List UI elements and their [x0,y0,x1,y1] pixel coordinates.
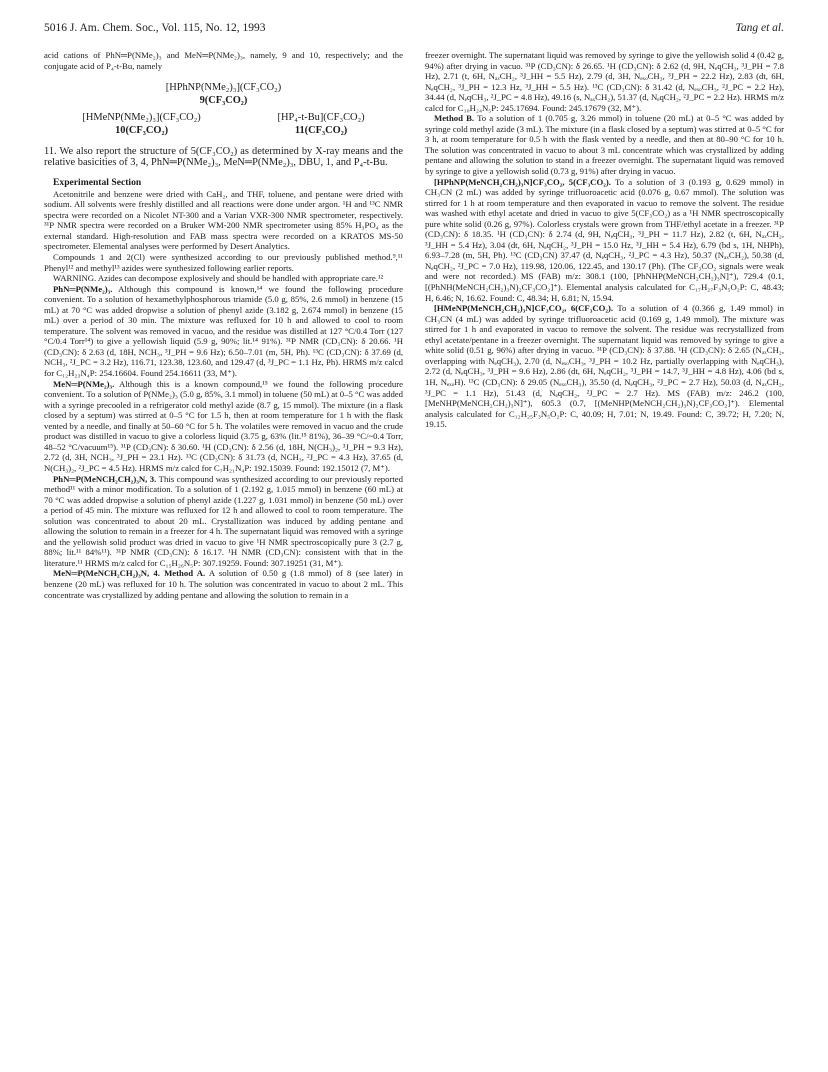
compound-4-title: MeN═P(MeNCH₂CH₂)₃N, 4. Method A. [53,568,206,579]
formula-11 [278,111,365,137]
formula-9-structure: [HPhNP(NMe₂)₃](CF₃CO₂) [165,82,282,94]
paragraph-continued: freezer overnight. The supernatant liquid was removed by syringe to give the yellowish solid 4 (0.42 g, 94%) after drying in vacuo. ³¹P (CD₃CN): δ 26.65. ¹H (CD₃CN): δ 2.62 (d, 9H, NₑqCH₃, ³J_PH = 7.8 Hz), 2.71 (t, 6H, NₐₓCH₂, ³J_HH = 5.5 Hz), 2.79 (d, 3H, NₑₓₒCH₃, ³J_PH = 22.2 Hz), 2.83 (dt, 6H, NₑqCH₂, ³J_PH = 12.3 Hz, ³J_HH = 5.5 Hz). ¹³C (CD₃CN): δ 31.42 (d, NₑₓₒCH₃, ²J_PC = 2.2 Hz), 34.44 (d, NₑqCH₃, ²J_PC = 4.8 Hz), 49.16 (s, NₐₓCH₂), 51.37 (d, NₑqCH₂, ²J_PC = 2.2 Hz). HRMS m/z calcd for C₁₀H₂₄N₅P: 245.17694. Found: 245.17679 (32, M⁺). [425,50,784,113]
running-head-authors: Tang et al. [735,22,784,34]
section-title: Experimental Section [53,177,142,189]
paragraph-general: Acetonitrile and benzene were dried with CaH₂, and THF, toluene, and pentane were dried with sodium. All solvents were freshly distilled and all reactions were done under argon. ¹H and ¹³C NMR spectra were recorded on a Nicolet NT-300 and a Varian VXR-300 NMR spectrometer, respectively. ³¹P NMR spectra were recorded on a Bruker WM-200 NMR spectrometer using 85% H₃PO₄ as the external standard. High-resolution and FAB mass spectra were recorded on a KRATOS MS-50 spectrometer. Elemental analyses were performed by Desert Analytics. [44,188,403,252]
paragraph-compounds: Compounds 1 and 2(Cl) were synthesized according to our previously published method.⁹,¹¹ Phenyl¹² and methyl¹³ azides were synthesized following earlier reports. [44,252,403,273]
compound-4-body: A solution of 0.50 g (1.8 mmol) of 8 (see later) in benzene (20 mL) was refluxed for 10 h. The solution was concentrated in vacuo to about 2 mL. This concentrate was crystallized by adding pentane and allowing the solution to remain in a [44,568,403,600]
compound-6-body: To a solution of 4 (0.366 g, 1.49 mmol) in CH₃CN (4 mL) was added by syringe trifluoroacetic acid (0.169 g, 1.49 mmol). The mixture was stirred for 1 h and evaporated in vacuo to remove the solvent. The residue was recrystallized from ethyl acetate/pentane in a freezer overnight. The supernatant liquid was removed by syringe to give a white solid (0.51 g, 96%) after drying in vacuo. ³¹P (CD₃CN): δ 37.88. ¹H (CD₃CN): δ 2.65 (NₐₓCH₂, overlapping with NₑqCH₃), 2.70 (d, NₑₓₒCH₃, ³J_PH = 10.2 Hz, partially overlapping with NₑqCH₃), 2.72 (d, NₑqCH₃, ³J_PH = 9.6 Hz), 2.86 (dt, 6H, NₑqCH₂, ³J_PH = 14.7, ³J_HH = 4.8 Hz), 4.06 (bd s, 1H, NₑₓₒH). ¹³C (CD₃CN): δ 29.05 (NₑₓₒCH₃), 35.50 (d, NₑqCH₃, ²J_PC = 2.7 Hz), 50.03 (d, NₐₓCH₂, ³J_PC = 1.1 Hz), 51.43 (d, NₑqCH₂, ²J_PC = 2.7 Hz). MS (FAB) m/z: 246.2 (100, [MeNHP(MeNCH₂CH₂)₃N]⁺), 605.3 (0.7, [(MeNHP(MeNCH₂CH₂)₃N)₂CF₃CO₂]⁺). Elemental analysis calculated for C₁₂H₂₅F₃N₅O₂P: C, 40.09; H, 7.01; N, 19.49. Found: C, 39.72; H, 7.20; N, 19.15. [425,303,785,430]
paragraph-method-b [425,113,784,176]
phn-body: Although this compound is known,¹⁴ we found the following procedure convenient. To a solution of hexamethylphosphorous triamide (5.0 g, 85%, 2.6 mmol) in benzene (15 mL) at 70 °C was added dropwise a solution of phenyl azide (3.182 g, 2.674 mmol) in benzene (15 mL) over a period of 30 min. The mixture was refluxed for 10 h and allowed to cool to room temperature. The solvent was removed in vacuo, and the residue was distilled at 127 °C/0.4 Torr (127 °C/0.4 Torr¹⁴) to give a yellowish liquid (5.9 g, 90%; lit.¹⁴ 91%). ³¹P NMR (CD₃CN): δ 20.66. ¹H (CD₃CN): δ 2.63 (d, 18H, NCH₃, ³J_PH = 9.6 Hz); 6.50–7.01 (m, 5H, Ph). ¹³C (CD₃CN): δ 37.69 (d, NCH₃, ²J_PC = 3.2 Hz), 116.71, 123.38, 123.60, and 129.47 (d, ³J_PC = 1.1 Hz, Ph). HRMS m/z calcd for C₁₂H₂₃N₄P: 254.16604. Found 254.16611 (33, M⁺). [44,283,403,379]
method-b-title: Method B. [434,113,475,124]
page-header [44,22,784,38]
paragraph-men [44,379,403,474]
formula-row-10-11 [44,111,403,137]
intro-paragraph: acid cations of PhN═P(NMe₂)₃ and MeN═P(NMe₂)₃, namely, 9 and 10, respectively; and the conjugate acid of P₄-t-Bu, namely [44,50,403,71]
formula-9 [44,81,403,107]
formula-10-structure: [HMeNP(NMe₂)₃](CF₃CO₂) [82,112,201,124]
compound-6-title: [HMeNP(MeNCH₂CH₂)₃N]CF₃CO₂, 6(CF₃CO₂). [434,303,614,314]
method-b-body: To a solution of 1 (0.705 g, 3.26 mmol) in toluene (20 mL) at 0–5 °C was added by syringe cold methyl azide (3 mL). The mixture (in a flask closed by a septum) was stirred at 0–5 °C for 3 h, at room temperature for 0.5 h with the flask vented by a needle, and then at 80–90 °C for 10 h. The solution was concentrated in vacuo to about 3 mL concentrate which was crystallized by adding pentane and allowing the solution to stand in a freezer overnight. The supernatant liquid was removed by syringe to give a yellowish solid (0.73 g, 91%) after drying in vacuo. [425,113,784,177]
running-head-journal: 5016 J. Am. Chem. Soc., Vol. 115, No. 12, 1993 [44,22,266,34]
paragraph-compound-3 [44,474,403,569]
formula-10 [82,111,200,137]
men-body: Although this is a known compound,¹⁵ we found the following procedure convenient. To a solution of P(NMe₂)₃ (5.0 g, 85%, 3.1 mmol) in toluene (50 mL) at 0–5 °C was added with a syringe precooled in a refrigerator cold methyl azide (8.7 g, 15 mmol). The mixture (in a flask closed by a septum) was stirred at 0–5 °C for 1.5 h, then at room temperature for 1 h with the flask vented by a needle, and finally at 50–60 °C for 5 h. The volatiles were removed in vacuo and the crude product was distilled in vacuo to give a colorless liquid (3.75 g, 63% (lit.¹⁵ 81%), 36–39 °C/~0.4 Torr, 48–52 °C/vacuum¹⁵). ³¹P (CD₃CN): δ 30.60. ¹H (CD₃CN): δ 2.56 (d, 18H, N(CH₃)₂, ³J_PH = 9.3 Hz), 2.72 (d, 3H, NCH₃, ³J_PH = 23.1 Hz). ¹³C (CD₃CN): δ 31.73 (d, NCH₃, ²J_PC = 4.3 Hz), 37.65 (d, N(CH₃)₂, ²J_PC = 4.5 Hz). HRMS m/z calcd for C₇H₂₁N₄P: 192.15039. Found: 192.15012 (7, M⁺). [44,378,403,473]
paragraph-phn [44,284,403,379]
right-column [425,50,784,430]
formula-11-label: 11(CF₃CO₂) [294,125,348,137]
compound-3-title: PhN═P(MeNCH₂CH₂)₃N, 3. [53,473,157,484]
phn-title: PhN═P(NMe₂)₃. [53,283,113,294]
paragraph-11: 11. We also report the structure of 5(CF₃CO₂) as determined by X-ray means and the relative basicities of 3, 4, PhN═P(NMe₂)₃, MeN═P(NMe₂)₃, DBU, 1, and P₄-t-Bu. [44,146,403,168]
men-title: MeN═P(NMe₂)₃. [53,378,115,389]
paragraph-compound-6 [425,303,784,430]
paragraph-compound-4 [44,568,403,600]
left-column [44,50,403,600]
paragraph-compound-5 [425,177,784,304]
compound-5-body: To a solution of 3 (0.193 g, 0.629 mmol) in CH₃CN (2 mL) was added by syringe trifluoroacetic acid (0.076 g, 0.67 mmol). The solution was stirred for 1 h at room temperature and then evaporated in vacuo to remove the solvent. The residue was washed with ethyl acetate and dried in vacuo to give 5(CF₃CO₂) as a ¹H NMR spectroscopically pure white solid (0.26 g, 97%). Colorless crystals were grown from THF/ethyl acetate in a freezer. ³¹P (CD₃CN): δ 18.35. ¹H (CD₃CN): δ 2.74 (d, 9H, NₑqCH₃, ³J_PH = 11.7 Hz), 2.82 (t, 6H, NₐₓCH₂, ³J_HH = 5.4 Hz), 3.04 (dt, 6H, NₑqCH₂, ³J_PH = 15.0 Hz, ³J_HH = 5.4 Hz), 6.79 (bd s, 1H, NHPh), 6.93–7.28 (m, 5H, Ph). ¹³C (CD₃CN) 37.47 (d, NₑqCH₃, ²J_PC = 4.3 Hz), 50.37 (NₐₓCH₂), 50.38 (d, NₑqCH₂, ²J_PC = 7.0 Hz), 119.98, 120.06, 122.45, and 130.17 (Ph). (The CF₃CO₂ signals were weak and were not recorded.) MS (FAB) m/z: 308.1 (100, [PhNHP(MeNCH₂CH₂)₃N]⁺), 729.4 (0.1, [(PhNH(MeNCH₂CH₂)₃N)₂CF₃CO₂]⁺). Elemental analysis calculated for C₁₇H₂₇F₃N₅O₂P: C, 48.43; H, 6.46; N, 16.62. Found: C, 48.34; H, 6.81; N, 15.94. [425,176,785,303]
compound-3-body: This compound was synthesized according to our previously reported method¹¹ with a minor modification. To a solution of 1 (2.192 g, 1.015 mmol) in benzene (60 mL) at 70 °C was added dropwise a solution of phenyl azide (1.227 g, 1.031 mmol) in benzene (50 mL) over a period of 45 min. The mixture was refluxed for 12 h and allowed to cool to room temperature. The solution was concentrated to about 20 mL. Crystallization was induced by adding pentane and allowing the solution to remain in a freezer for 4 h. The supernatant liquid was removed with a syringe and the yellowish solid product was dried in vacuo to give ¹H NMR spectroscopically pure 3 (2.7 g, 88%; lit.¹¹ 84%¹¹). ³¹P NMR (CD₃CN): δ 16.17. ¹H NMR (CD₃CN): consistent with that in the literature.¹¹ HRMS m/z calcd for C₁₅H₂₆N₅P: 307.19259. Found: 307.19251 (31, M⁺). [44,473,404,568]
compound-5-title: [HPhNP(MeNCH₂CH₂)₃N]CF₃CO₂, 5(CF₃CO₂). [434,176,611,187]
paragraph-warning: WARNING. Azides can decompose explosively and should be handled with appropriate care.¹² [53,273,384,284]
formula-9-label: 9(CF₃CO₂) [199,95,248,107]
formula-10-label: 10(CF₃CO₂) [115,125,169,137]
formula-11-structure: [HP₄-t-Bu](CF₃CO₂) [277,112,365,124]
